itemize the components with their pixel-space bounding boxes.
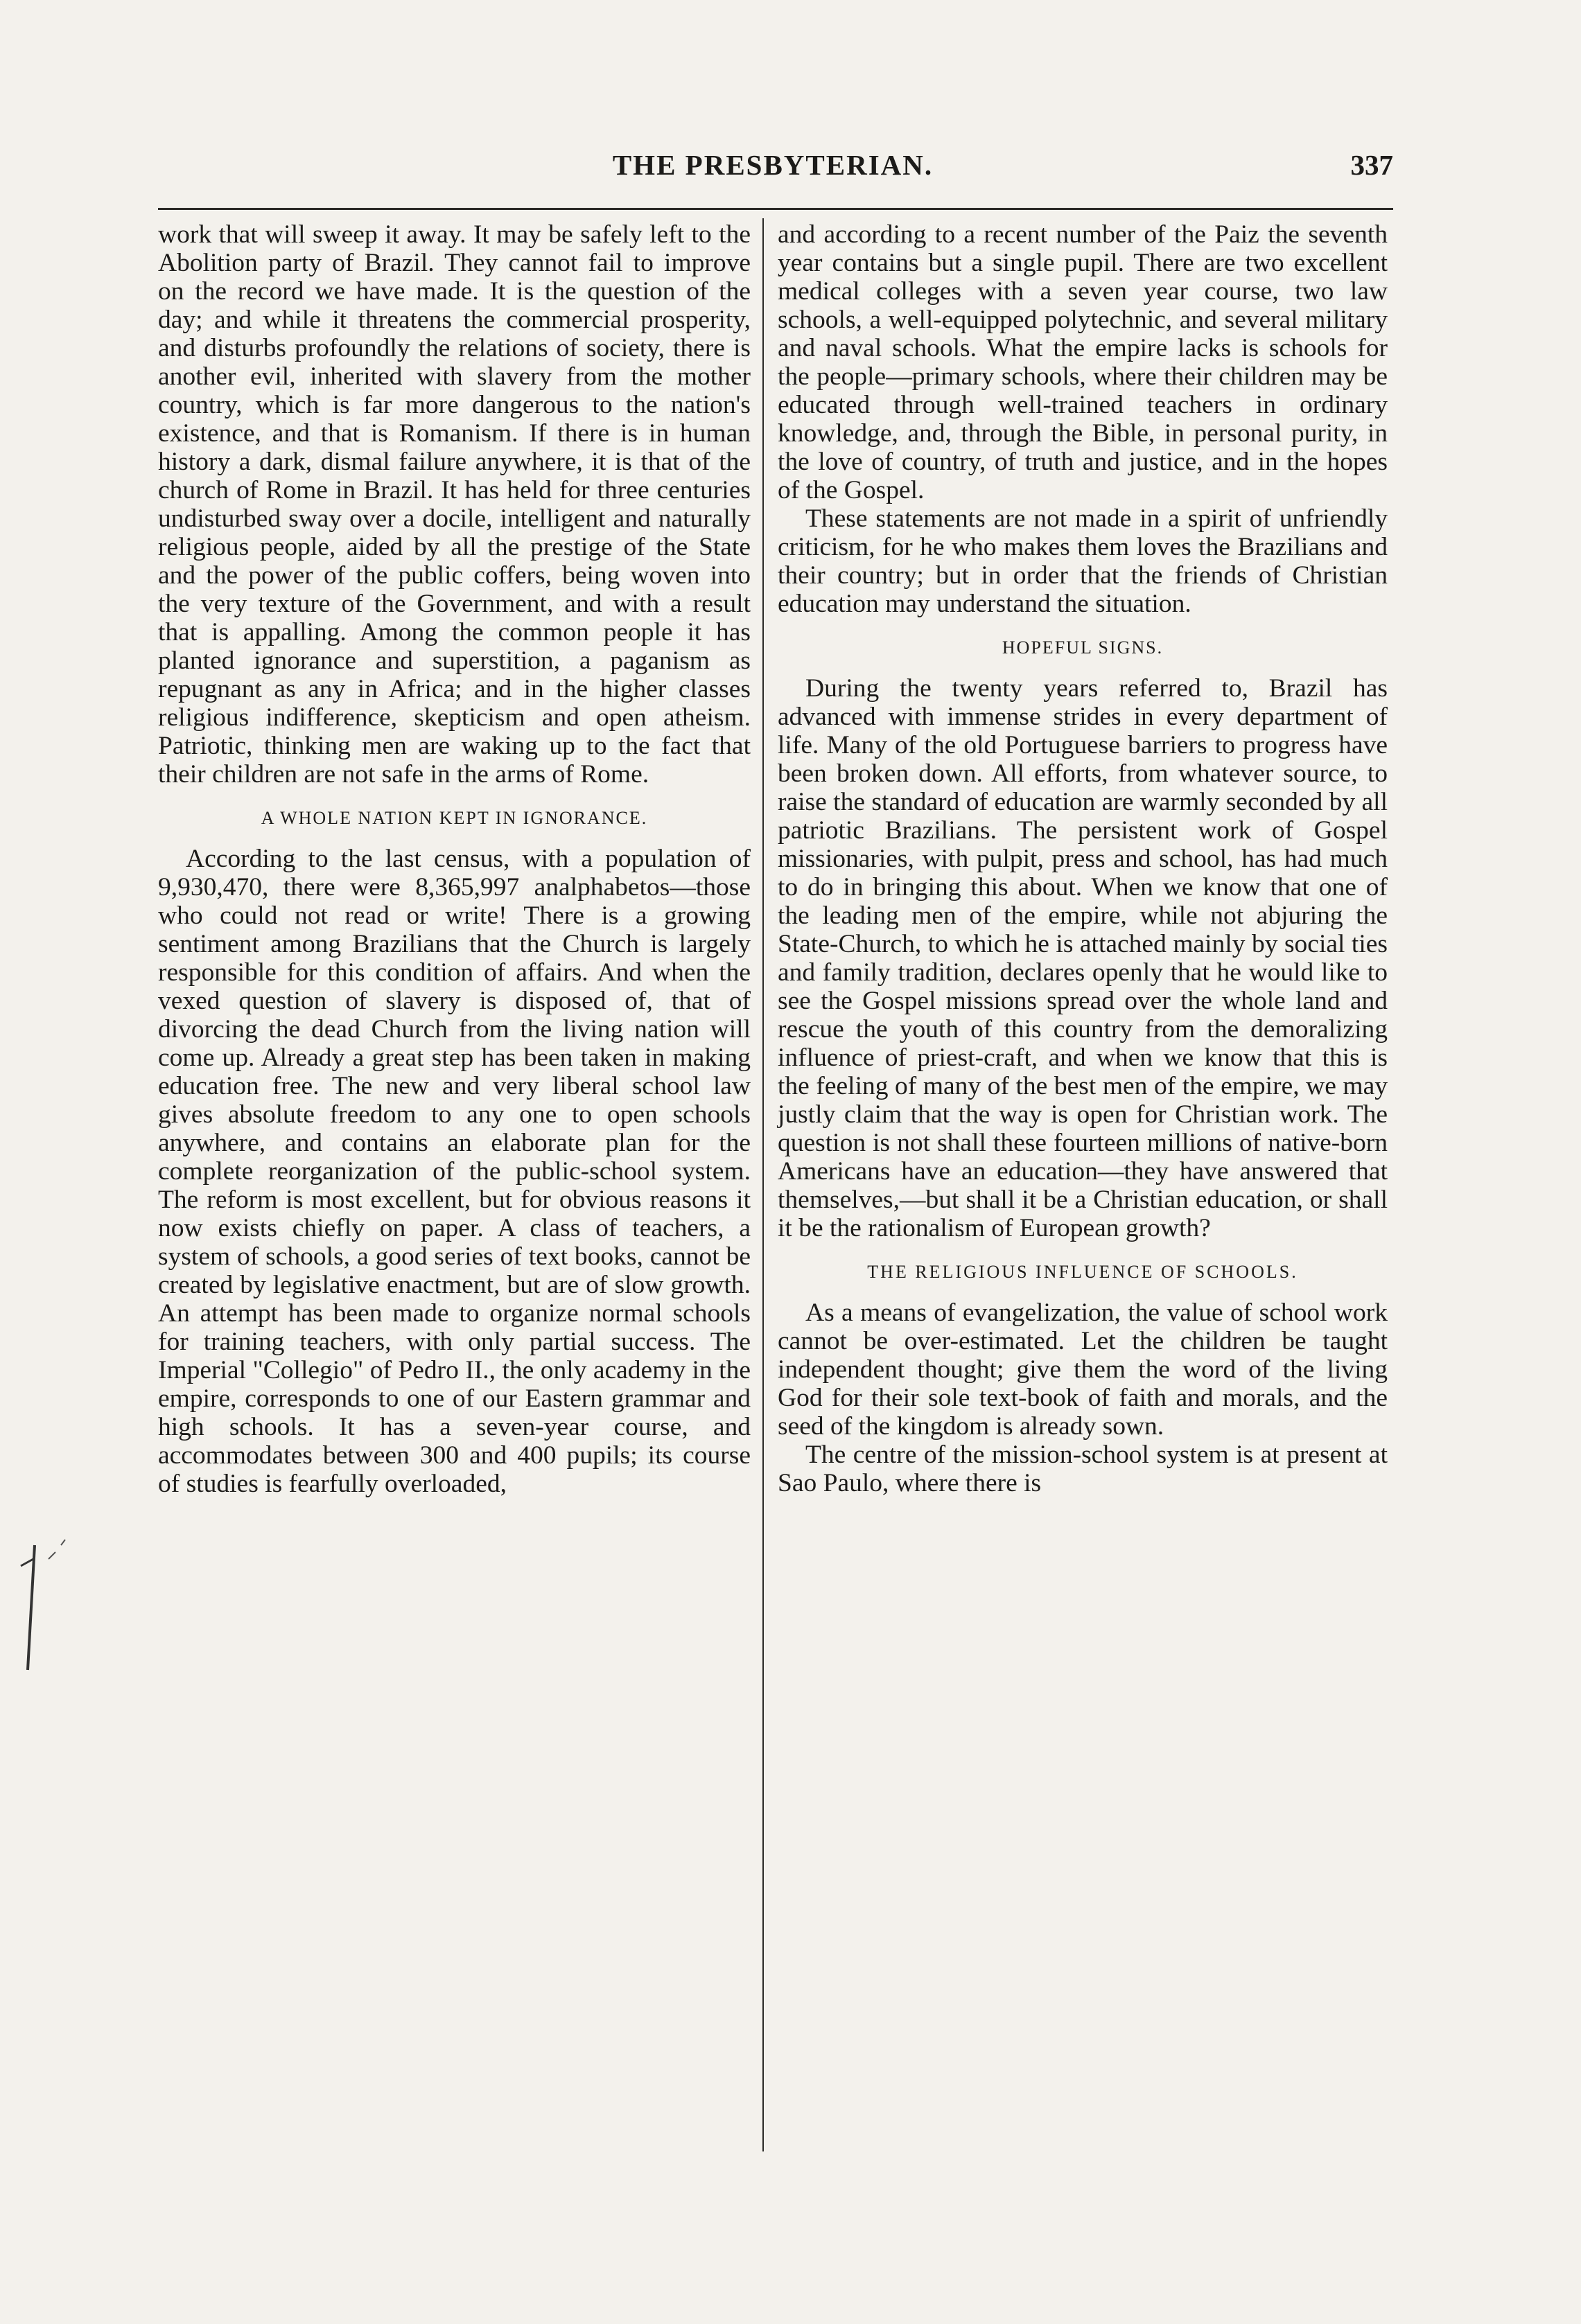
page-header [152, 148, 1393, 190]
right-column [778, 220, 1388, 1497]
column-divider [762, 218, 764, 2151]
right-paragraph-2: These statements are not made in a spirit of unfriendly criticism, for he who makes them loves the Brazilians and their country; but in order that the friends of Christian education may understand the situation. [778, 504, 1388, 618]
right-paragraph-3: During the twenty years referred to, Brazil has advanced with immense strides in every department of life. Many of the old Portuguese barriers to progress have been broken down. All efforts, from whatever source, to raise the standard of education are warmly seconded by all patriotic Brazilians. The persistent work of Gospel missionaries, with pulpit, press and school, has had much to do in bringing this about. When we know that one of the leading men of the empire, while not abjuring the State-Church, to which he is attached mainly by social ties and family tradition, declares openly that he would like to see the Gospel missions spread over the whole land and rescue the youth of this country from the demoralizing influence of priest-craft, and when we know that this is the feeling of many of the best men of the empire, we may justly claim that the way is open for Christian work. The question is not shall these fourteen millions of native-born Americans have an education—they have answered that themselves,—but shall it be a Christian education, or shall it be the rationalism of European growth? [778, 674, 1388, 1242]
left-paragraph-2: According to the last census, with a population of 9,930,470, there were 8,365,997 analphabetos—those who could not read or write! There is a growing sentiment among Brazilians that the Church is largely responsible for this condition of affairs. And when the vexed question of slavery is disposed of, that of divorcing the dead Church from the living nation will come up. Already a great step has been taken in making education free. The new and very liberal school law gives absolute freedom to any one to open schools anywhere, and contains an elaborate plan for the complete reorganization of the public-school system. The reform is most excellent, but for obvious reasons it now exists chiefly on paper. A class of teachers, a system of schools, a good series of text books, cannot be created by legislative enactment, but are of slow growth. An attempt has been made to organize normal schools for training teachers, with only partial success. The Imperial "Collegio" of Pedro II., the only academy in the empire, corresponds to one of our Eastern grammar and high schools. It has a seven-year course, and accommodates between 300 and 400 pupils; its course of studies is fearfully overloaded, [158, 845, 751, 1498]
section-heading-ignorance: A WHOLE NATION KEPT IN IGNORANCE. [261, 808, 648, 828]
left-column [158, 220, 751, 1498]
margin-pencil-mark [7, 1538, 69, 1677]
right-paragraph-4: As a means of evangelization, the value of school work cannot be over-estimated. Let the children be taught independent thought; give them the word of the living God for their sole text-book of faith and morals, and the seed of the kingdom is already sown. [778, 1299, 1388, 1441]
running-title: THE PRESBYTERIAN. [612, 149, 934, 181]
section-heading-hopeful-signs: HOPEFUL SIGNS. [1002, 637, 1164, 658]
right-paragraph-5: The centre of the mission-school system is at present at Sao Paulo, where there is [778, 1441, 1388, 1497]
header-rule [158, 208, 1393, 210]
section-heading-religious-influence: THE RELIGIOUS INFLUENCE OF SCHOOLS. [867, 1262, 1298, 1282]
right-paragraph-1: and according to a recent number of the Paiz the seventh year contains but a single pupil. There are two excellent medical colleges with a seven year course, two law schools, a well-equipped polytechnic, and several military and naval schools. What the empire lacks is schools for the people—primary schools, where their children may be educated through well-trained teachers in ordinary knowledge, and, through the Bible, in personal purity, in the love of country, of truth and justice, and in the hopes of the Gospel. [778, 220, 1388, 504]
left-paragraph-1: work that will sweep it away. It may be safely left to the Abolition party of Brazil. They cannot fail to improve on the record we have made. It is the question of the day; and while it threatens the commercial prosperity, and disturbs profoundly the relations of society, there is another evil, inherited with slavery from the mother country, which is far more dangerous to the nation's existence, and that is Romanism. If there is in human history a dark, dismal failure anywhere, it is that of the church of Rome in Brazil. It has held for three centuries undisturbed sway over a docile, intelligent and naturally religious people, aided by all the prestige of the State and the power of the public coffers, being woven into the very texture of the Government, and with a result that is appalling. Among the common people it has planted ignorance and superstition, a paganism as repugnant as any in Africa; and in the higher classes religious indifference, skepticism and open atheism. Patriotic, thinking men are waking up to the fact that their children are not safe in the arms of Rome. [158, 220, 751, 789]
page-number: 337 [1350, 149, 1393, 181]
